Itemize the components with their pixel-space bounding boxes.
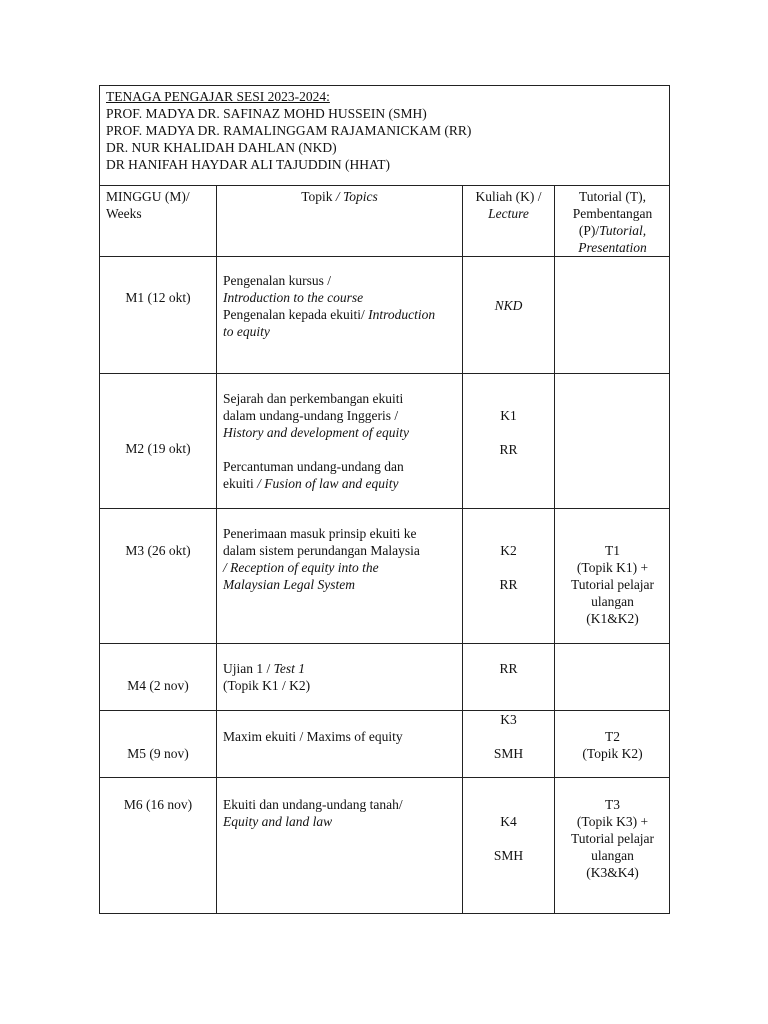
staff-member: DR HANIFAH HAYDAR ALI TAJUDDIN (HHAT) (106, 157, 391, 172)
staff-member: DR. NUR KHALIDAH DAHLAN (NKD) (106, 140, 337, 155)
week-cell: M2 (19 okt) (125, 441, 191, 456)
header-tutorial: Tutorial (T), Pembentangan (P)/Tutorial, Presentation (572, 189, 653, 255)
table-divider (99, 508, 670, 509)
lecture-cell: K1 RR (499, 408, 518, 457)
table-divider (99, 185, 670, 186)
topic-cell: Ujian 1 / Test 1 (Topik K1 / K2) (223, 661, 311, 693)
topic-cell: Maxim ekuiti / Maxims of equity (223, 729, 403, 744)
table-divider (99, 710, 670, 711)
tutorial-cell: T3 (Topik K3) + Tutorial pelajar ulangan (K3&K4) (570, 797, 655, 880)
tutorial-cell: T2 (Topik K2) (582, 729, 643, 761)
column-divider (216, 185, 217, 914)
topic-cell: Pengenalan kursus / Introduction to the course Pengenalan kepada ekuiti/ Introduction to equity (223, 273, 436, 339)
topic-cell: Penerimaan masuk prinsip ekuiti ke dalam sistem perundangan Malaysia / Reception of equity into the Malaysian Legal System (223, 526, 420, 592)
lecture-cell: K4 SMH (493, 814, 524, 863)
week-cell: M3 (26 okt) (125, 543, 191, 558)
week-cell: M4 (2 nov) (127, 678, 189, 693)
topic-cell: Ekuiti dan undang-undang tanah/ Equity and land law (223, 797, 403, 829)
week-cell: M1 (12 okt) (125, 290, 191, 305)
staff-member: PROF. MADYA DR. RAMALINGGAM RAJAMANICKAM (RR) (106, 123, 472, 138)
table-divider (99, 777, 670, 778)
topic-cell: Sejarah dan perkembangan ekuiti dalam undang-undang Inggeris / History and development of equity Percantuman undang-undang dan ekuiti / Fusion of law and equity (223, 391, 409, 491)
week-cell: M6 (16 nov) (123, 797, 193, 812)
staff-block (106, 88, 666, 173)
staff-title: TENAGA PENGAJAR SESI 2023-2024: (106, 89, 330, 104)
table-divider (99, 643, 670, 644)
tutorial-cell: T1 (Topik K1) + Tutorial pelajar ulangan (K1&K2) (570, 543, 655, 626)
lecture-cell: K2 RR (499, 543, 518, 592)
lecture-cell: K3 SMH (493, 712, 524, 761)
lecturer-cell: RR (499, 661, 518, 676)
header-lecture: Kuliah (K) / Lecture (475, 189, 542, 221)
table-divider (99, 256, 670, 257)
header-topic: Topik / Topics (301, 189, 378, 204)
table-divider (99, 373, 670, 374)
week-cell: M5 (9 nov) (127, 746, 189, 761)
lecturer-cell: NKD (494, 298, 523, 313)
header-week: MINGGU (M)/ Weeks (106, 189, 190, 221)
staff-member: PROF. MADYA DR. SAFINAZ MOHD HUSSEIN (SMH) (106, 106, 427, 121)
